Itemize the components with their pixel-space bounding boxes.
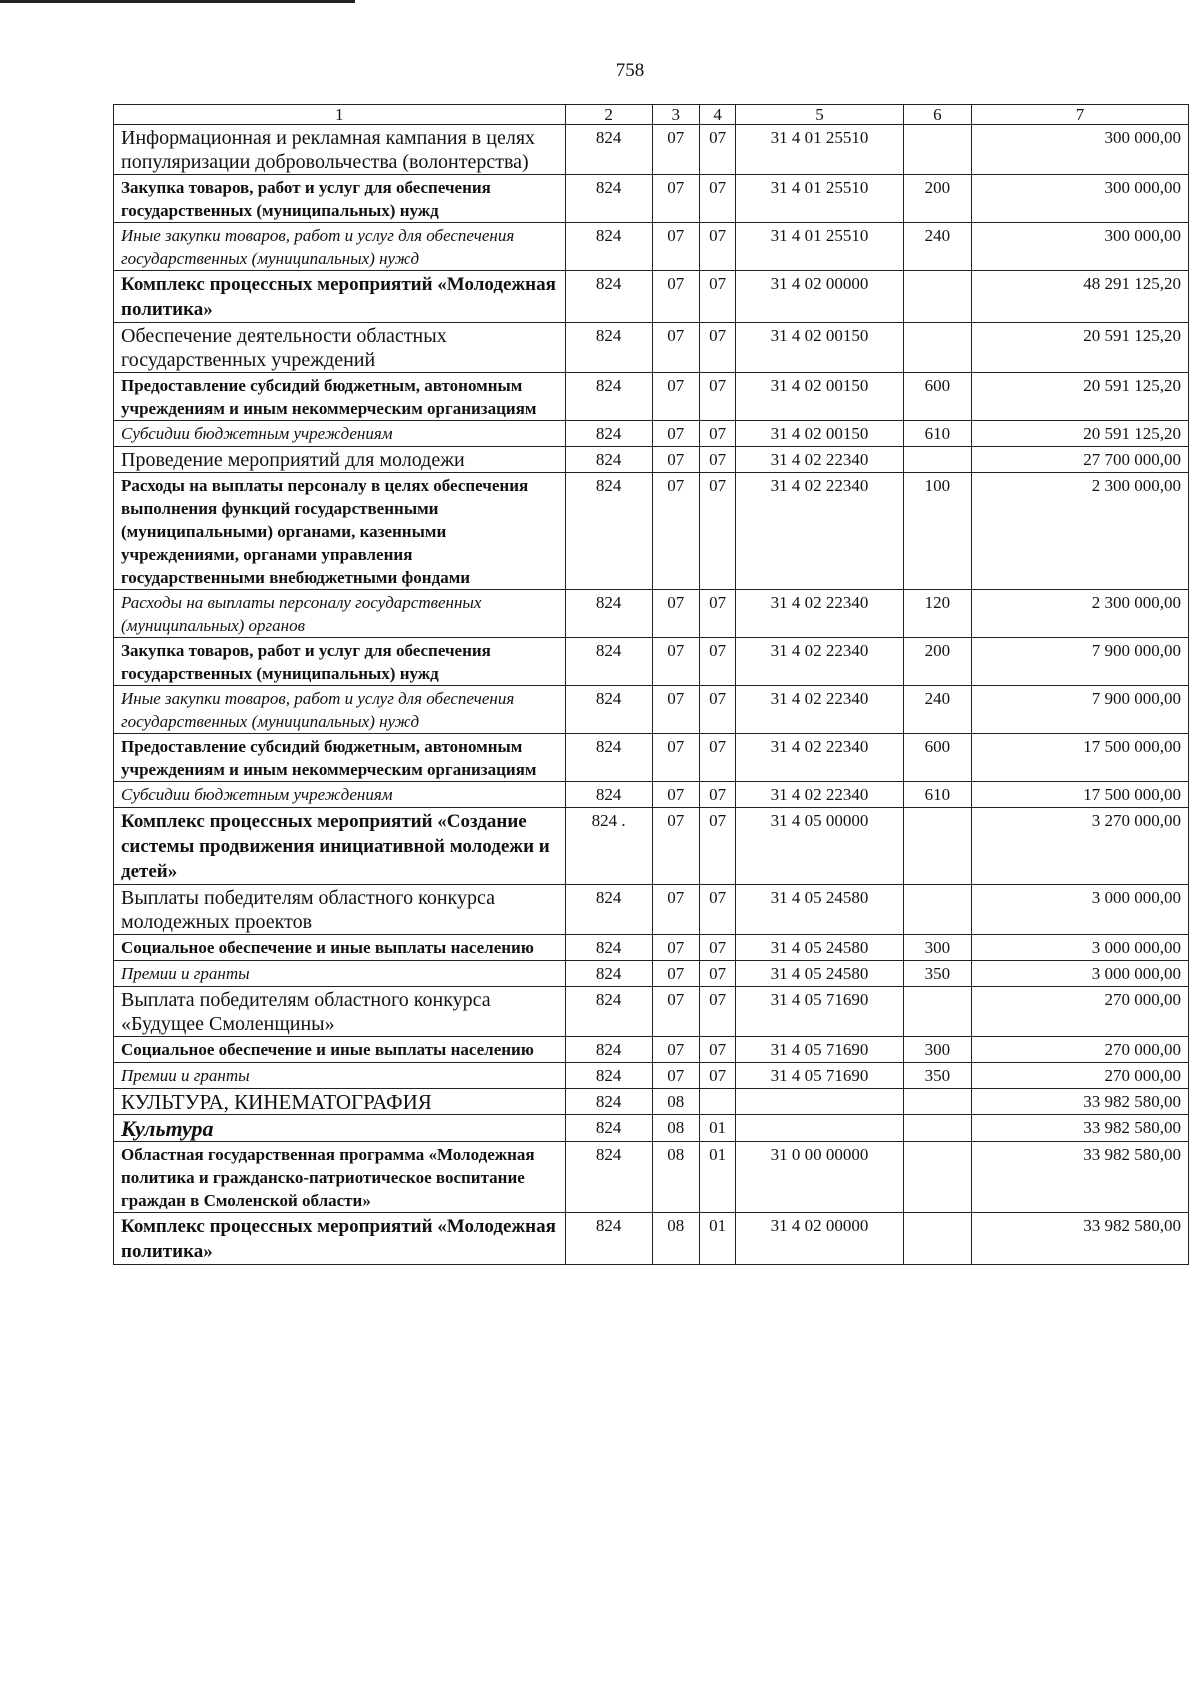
table-row xyxy=(114,782,1189,808)
amount-cell: 3 000 000,00 xyxy=(971,961,1188,987)
section-code-cell: 08 xyxy=(652,1089,699,1115)
ministry-code-cell: 824 xyxy=(565,1063,652,1089)
expense-type-cell xyxy=(903,1213,971,1265)
col-header: 6 xyxy=(903,105,971,125)
subsection-code-cell: 07 xyxy=(699,686,735,734)
ministry-code-cell: 824 xyxy=(565,473,652,590)
section-code-cell: 07 xyxy=(652,1063,699,1089)
target-article-cell: 31 4 02 22340 xyxy=(736,686,903,734)
col-header: 4 xyxy=(699,105,735,125)
target-article-cell: 31 4 05 71690 xyxy=(736,987,903,1037)
section-code-cell: 07 xyxy=(652,271,699,323)
section-code-cell: 07 xyxy=(652,473,699,590)
target-article-cell: 31 4 05 24580 xyxy=(736,961,903,987)
subsection-code-cell: 07 xyxy=(699,734,735,782)
subsection-code-cell: 07 xyxy=(699,271,735,323)
ministry-code-cell: 824 xyxy=(565,987,652,1037)
row-name-cell: Премии и гранты xyxy=(114,961,566,987)
expense-type-cell: 100 xyxy=(903,473,971,590)
table-row xyxy=(114,271,1189,323)
section-code-cell: 07 xyxy=(652,421,699,447)
table-row xyxy=(114,686,1189,734)
section-code-cell: 07 xyxy=(652,447,699,473)
row-name-cell: Предоставление субсидий бюджетным, автономным учреждениям и иным некоммерческим организациям xyxy=(114,734,566,782)
table-row xyxy=(114,1063,1189,1089)
expense-type-cell xyxy=(903,271,971,323)
expense-type-cell xyxy=(903,125,971,175)
expense-type-cell xyxy=(903,987,971,1037)
table-row xyxy=(114,323,1189,373)
col-header: 1 xyxy=(114,105,566,125)
target-article-cell: 31 4 02 00000 xyxy=(736,271,903,323)
ministry-code-cell: 824 xyxy=(565,125,652,175)
section-code-cell: 07 xyxy=(652,590,699,638)
ministry-code-cell: 824 xyxy=(565,1142,652,1213)
ministry-code-cell: 824 xyxy=(565,323,652,373)
table-row xyxy=(114,125,1189,175)
expense-type-cell: 240 xyxy=(903,686,971,734)
expense-type-cell: 120 xyxy=(903,590,971,638)
row-name-cell: Культура xyxy=(114,1115,566,1142)
section-code-cell: 08 xyxy=(652,1213,699,1265)
table-row xyxy=(114,1115,1189,1142)
section-code-cell: 07 xyxy=(652,223,699,271)
expense-type-cell: 600 xyxy=(903,734,971,782)
amount-cell: 27 700 000,00 xyxy=(971,447,1188,473)
subsection-code-cell: 07 xyxy=(699,373,735,421)
expense-type-cell: 200 xyxy=(903,638,971,686)
target-article-cell: 31 4 01 25510 xyxy=(736,223,903,271)
expense-type-cell xyxy=(903,1115,971,1142)
ministry-code-cell: 824 xyxy=(565,1213,652,1265)
amount-cell: 7 900 000,00 xyxy=(971,638,1188,686)
table-row xyxy=(114,447,1189,473)
subsection-code-cell: 07 xyxy=(699,885,735,935)
table-row xyxy=(114,935,1189,961)
amount-cell: 270 000,00 xyxy=(971,1037,1188,1063)
amount-cell: 33 982 580,00 xyxy=(971,1089,1188,1115)
amount-cell: 3 270 000,00 xyxy=(971,808,1188,885)
amount-cell: 48 291 125,20 xyxy=(971,271,1188,323)
ministry-code-cell: 824 xyxy=(565,686,652,734)
table-row xyxy=(114,885,1189,935)
expense-type-cell: 300 xyxy=(903,935,971,961)
target-article-cell: 31 4 02 00150 xyxy=(736,323,903,373)
row-name-cell: Субсидии бюджетным учреждениям xyxy=(114,421,566,447)
expense-type-cell: 600 xyxy=(903,373,971,421)
table-row xyxy=(114,1089,1189,1115)
budget-table xyxy=(113,104,1189,1265)
table-row xyxy=(114,223,1189,271)
section-code-cell: 07 xyxy=(652,885,699,935)
amount-cell: 33 982 580,00 xyxy=(971,1115,1188,1142)
target-article-cell: 31 4 05 24580 xyxy=(736,885,903,935)
target-article-cell: 31 4 02 00150 xyxy=(736,373,903,421)
ministry-code-cell: 824 xyxy=(565,782,652,808)
target-article-cell xyxy=(736,1089,903,1115)
section-code-cell: 07 xyxy=(652,734,699,782)
section-code-cell: 07 xyxy=(652,782,699,808)
expense-type-cell: 610 xyxy=(903,782,971,808)
amount-cell: 17 500 000,00 xyxy=(971,782,1188,808)
row-name-cell: Социальное обеспечение и иные выплаты населению xyxy=(114,1037,566,1063)
amount-cell: 2 300 000,00 xyxy=(971,590,1188,638)
expense-type-cell xyxy=(903,1142,971,1213)
amount-cell: 20 591 125,20 xyxy=(971,323,1188,373)
table-row xyxy=(114,638,1189,686)
target-article-cell: 31 4 05 00000 xyxy=(736,808,903,885)
amount-cell: 7 900 000,00 xyxy=(971,686,1188,734)
subsection-code-cell: 07 xyxy=(699,175,735,223)
col-header: 3 xyxy=(652,105,699,125)
amount-cell: 3 000 000,00 xyxy=(971,885,1188,935)
amount-cell: 270 000,00 xyxy=(971,987,1188,1037)
row-name-cell: КУЛЬТУРА, КИНЕМАТОГРАФИЯ xyxy=(114,1089,566,1115)
subsection-code-cell: 07 xyxy=(699,421,735,447)
subsection-code-cell: 07 xyxy=(699,590,735,638)
subsection-code-cell xyxy=(699,1089,735,1115)
amount-cell: 2 300 000,00 xyxy=(971,473,1188,590)
subsection-code-cell: 01 xyxy=(699,1115,735,1142)
section-code-cell: 07 xyxy=(652,1037,699,1063)
section-code-cell: 07 xyxy=(652,935,699,961)
subsection-code-cell: 07 xyxy=(699,987,735,1037)
ministry-code-cell: 824 xyxy=(565,1089,652,1115)
subsection-code-cell: 07 xyxy=(699,638,735,686)
expense-type-cell xyxy=(903,1089,971,1115)
target-article-cell: 31 4 05 24580 xyxy=(736,935,903,961)
col-header: 5 xyxy=(736,105,903,125)
subsection-code-cell: 01 xyxy=(699,1213,735,1265)
row-name-cell: Областная государственная программа «Молодежная политика и гражданско-патриотическое воспитание граждан в Смоленской области» xyxy=(114,1142,566,1213)
row-name-cell: Расходы на выплаты персоналу в целях обеспечения выполнения функций государственными (муниципальными) органами, казенными учреждениями, органами управления государственными внебюджетными фондами xyxy=(114,473,566,590)
ministry-code-cell: 824 . xyxy=(565,808,652,885)
row-name-cell: Комплекс процессных мероприятий «Молодежная политика» xyxy=(114,1213,566,1265)
col-header: 7 xyxy=(971,105,1188,125)
section-code-cell: 07 xyxy=(652,175,699,223)
row-name-cell: Информационная и рекламная кампания в целях популяризации добровольчества (волонтерства) xyxy=(114,125,566,175)
ministry-code-cell: 824 xyxy=(565,885,652,935)
amount-cell: 270 000,00 xyxy=(971,1063,1188,1089)
table-row xyxy=(114,734,1189,782)
expense-type-cell: 350 xyxy=(903,1063,971,1089)
ministry-code-cell: 824 xyxy=(565,961,652,987)
target-article-cell: 31 4 02 22340 xyxy=(736,590,903,638)
top-rule xyxy=(0,0,355,3)
row-name-cell: Обеспечение деятельности областных государственных учреждений xyxy=(114,323,566,373)
section-code-cell: 07 xyxy=(652,638,699,686)
target-article-cell: 31 4 05 71690 xyxy=(736,1037,903,1063)
table-row xyxy=(114,590,1189,638)
amount-cell: 20 591 125,20 xyxy=(971,373,1188,421)
target-article-cell: 31 4 01 25510 xyxy=(736,175,903,223)
ministry-code-cell: 824 xyxy=(565,1037,652,1063)
section-code-cell: 07 xyxy=(652,323,699,373)
expense-type-cell: 350 xyxy=(903,961,971,987)
ministry-code-cell: 824 xyxy=(565,734,652,782)
table-row xyxy=(114,175,1189,223)
row-name-cell: Субсидии бюджетным учреждениям xyxy=(114,782,566,808)
row-name-cell: Закупка товаров, работ и услуг для обеспечения государственных (муниципальных) нужд xyxy=(114,638,566,686)
amount-cell: 300 000,00 xyxy=(971,125,1188,175)
row-name-cell: Выплаты победителям областного конкурса молодежных проектов xyxy=(114,885,566,935)
amount-cell: 20 591 125,20 xyxy=(971,421,1188,447)
row-name-cell: Комплекс процессных мероприятий «Молодежная политика» xyxy=(114,271,566,323)
amount-cell: 33 982 580,00 xyxy=(971,1213,1188,1265)
row-name-cell: Иные закупки товаров, работ и услуг для обеспечения государственных (муниципальных) нужд xyxy=(114,686,566,734)
row-name-cell: Проведение мероприятий для молодежи xyxy=(114,447,566,473)
subsection-code-cell: 07 xyxy=(699,323,735,373)
section-code-cell: 07 xyxy=(652,373,699,421)
target-article-cell: 31 4 05 71690 xyxy=(736,1063,903,1089)
table-row xyxy=(114,808,1189,885)
section-code-cell: 07 xyxy=(652,686,699,734)
table-row xyxy=(114,987,1189,1037)
subsection-code-cell: 07 xyxy=(699,125,735,175)
ministry-code-cell: 824 xyxy=(565,638,652,686)
amount-cell: 33 982 580,00 xyxy=(971,1142,1188,1213)
target-article-cell: 31 4 02 22340 xyxy=(736,638,903,686)
table-row xyxy=(114,961,1189,987)
row-name-cell: Социальное обеспечение и иные выплаты населению xyxy=(114,935,566,961)
row-name-cell: Расходы на выплаты персоналу государственных (муниципальных) органов xyxy=(114,590,566,638)
subsection-code-cell: 07 xyxy=(699,808,735,885)
ministry-code-cell: 824 xyxy=(565,447,652,473)
section-code-cell: 08 xyxy=(652,1142,699,1213)
subsection-code-cell: 07 xyxy=(699,961,735,987)
expense-type-cell xyxy=(903,885,971,935)
section-code-cell: 07 xyxy=(652,961,699,987)
table-row xyxy=(114,1037,1189,1063)
expense-type-cell: 200 xyxy=(903,175,971,223)
target-article-cell: 31 4 02 22340 xyxy=(736,782,903,808)
ministry-code-cell: 824 xyxy=(565,935,652,961)
header-row xyxy=(114,105,1189,125)
row-name-cell: Закупка товаров, работ и услуг для обеспечения государственных (муниципальных) нужд xyxy=(114,175,566,223)
row-name-cell: Комплекс процессных мероприятий «Создание системы продвижения инициативной молодежи и детей» xyxy=(114,808,566,885)
ministry-code-cell: 824 xyxy=(565,590,652,638)
row-name-cell: Предоставление субсидий бюджетным, автономным учреждениям и иным некоммерческим организациям xyxy=(114,373,566,421)
ministry-code-cell: 824 xyxy=(565,223,652,271)
subsection-code-cell: 07 xyxy=(699,447,735,473)
target-article-cell xyxy=(736,1115,903,1142)
subsection-code-cell: 07 xyxy=(699,782,735,808)
target-article-cell: 31 4 02 22340 xyxy=(736,473,903,590)
subsection-code-cell: 07 xyxy=(699,1037,735,1063)
target-article-cell: 31 4 02 22340 xyxy=(736,734,903,782)
amount-cell: 3 000 000,00 xyxy=(971,935,1188,961)
section-code-cell: 08 xyxy=(652,1115,699,1142)
table-row xyxy=(114,1142,1189,1213)
expense-type-cell xyxy=(903,447,971,473)
subsection-code-cell: 07 xyxy=(699,1063,735,1089)
expense-type-cell xyxy=(903,323,971,373)
subsection-code-cell: 01 xyxy=(699,1142,735,1213)
ministry-code-cell: 824 xyxy=(565,421,652,447)
target-article-cell: 31 4 02 22340 xyxy=(736,447,903,473)
amount-cell: 300 000,00 xyxy=(971,223,1188,271)
amount-cell: 300 000,00 xyxy=(971,175,1188,223)
table-row xyxy=(114,1213,1189,1265)
subsection-code-cell: 07 xyxy=(699,473,735,590)
ministry-code-cell: 824 xyxy=(565,271,652,323)
expense-type-cell: 610 xyxy=(903,421,971,447)
subsection-code-cell: 07 xyxy=(699,223,735,271)
section-code-cell: 07 xyxy=(652,808,699,885)
table-row xyxy=(114,473,1189,590)
section-code-cell: 07 xyxy=(652,125,699,175)
row-name-cell: Премии и гранты xyxy=(114,1063,566,1089)
section-code-cell: 07 xyxy=(652,987,699,1037)
col-header: 2 xyxy=(565,105,652,125)
ministry-code-cell: 824 xyxy=(565,1115,652,1142)
row-name-cell: Выплата победителям областного конкурса «Будущее Смоленщины» xyxy=(114,987,566,1037)
table-row xyxy=(114,421,1189,447)
ministry-code-cell: 824 xyxy=(565,175,652,223)
target-article-cell: 31 4 02 00000 xyxy=(736,1213,903,1265)
expense-type-cell: 300 xyxy=(903,1037,971,1063)
page-number: 758 xyxy=(615,60,645,81)
expense-type-cell: 240 xyxy=(903,223,971,271)
target-article-cell: 31 0 00 00000 xyxy=(736,1142,903,1213)
ministry-code-cell: 824 xyxy=(565,373,652,421)
row-name-cell: Иные закупки товаров, работ и услуг для обеспечения государственных (муниципальных) нужд xyxy=(114,223,566,271)
subsection-code-cell: 07 xyxy=(699,935,735,961)
expense-type-cell xyxy=(903,808,971,885)
amount-cell: 17 500 000,00 xyxy=(971,734,1188,782)
target-article-cell: 31 4 01 25510 xyxy=(736,125,903,175)
table-row xyxy=(114,373,1189,421)
target-article-cell: 31 4 02 00150 xyxy=(736,421,903,447)
